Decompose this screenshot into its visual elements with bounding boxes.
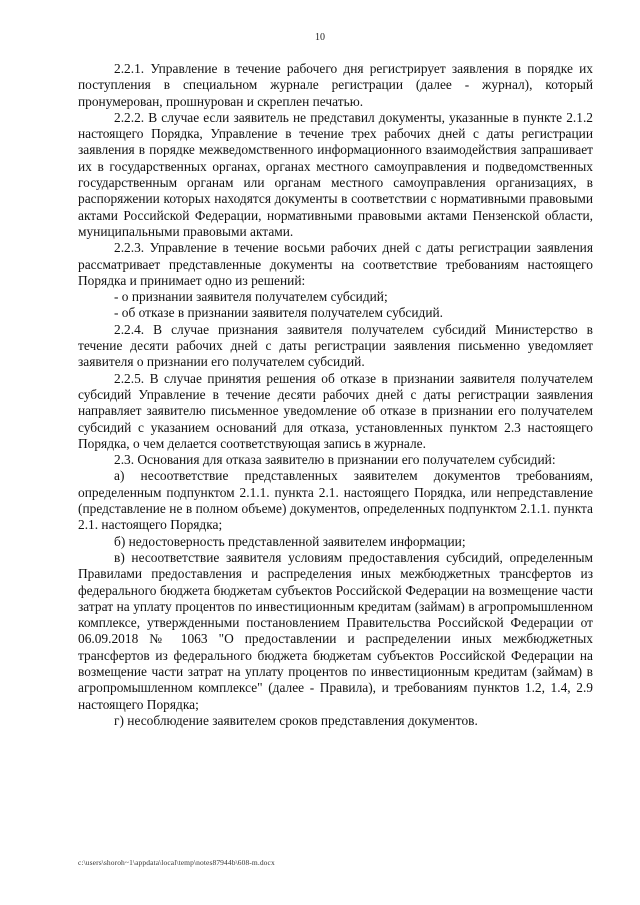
paragraph-2-2-2: 2.2.2. В случае если заявитель не представил документы, указанные в пункте 2.1.2 настоящего Порядка, Управление в течение трех рабочих дней с даты регистрации заявления в порядке межведомственного информационного взаимодействия запрашивает их в государственных органах, органах местного самоуправления и подведомственных государственным органам или органам местного самоуправления организациях, в распоряжении которых находятся документы в соответствии с нормативными правовыми актами Российской Федерации, нормативными правовыми актами Пензенской области, муниципальными правовыми актами. bbox=[78, 109, 593, 239]
paragraph-2-2-3: 2.2.3. Управление в течение восьми рабочих дней с даты регистрации заявления рассматривает представленные документы на соответствие требованиям настоящего Порядка и принимает одно из решений: bbox=[78, 240, 593, 288]
list-item-recognize: - о признании заявителя получателем субсидий; bbox=[114, 289, 388, 305]
list-item-a: а) несоответствие представленных заявителем документов требованиям, определенным подпунктом 2.1.1. пункта 2.1. настоящего Порядка, или непредставление (представление не в полном объеме) документов, определенных подпунктом 2.1.1. пункта 2.1. настоящего Порядка; bbox=[78, 468, 593, 533]
list-item-refuse: - об отказе в признании заявителя получателем субсидий. bbox=[114, 305, 444, 321]
document-body bbox=[78, 61, 593, 729]
page-number: 10 bbox=[315, 32, 325, 43]
footer-file-path: c:\users\shoroh~1\appdata\local\temp\notes87944b\608-m.docx bbox=[78, 858, 275, 867]
paragraph-2-2-5: 2.2.5. В случае принятия решения об отказе в признании заявителя получателем субсидий Управление в течение десяти рабочих дней с даты регистрации заявления направляет заявителю письменное уведомление об отказе в признании его получателем субсидий с указанием оснований для отказа, установленных пунктом 2.3 настоящего Порядка, о чем делается соответствующая запись в журнале. bbox=[78, 370, 593, 451]
paragraph-2-2-1: 2.2.1. Управление в течение рабочего дня регистрирует заявления в порядке их поступления в специальном журнале регистрации (далее - журнал), который пронумерован, прошнурован и скреплен печатью. bbox=[78, 61, 593, 109]
list-item-g: г) несоблюдение заявителем сроков представления документов. bbox=[114, 712, 478, 728]
paragraph-2-2-4: 2.2.4. В случае признания заявителя получателем субсидий Министерство в течение десяти рабочих дней с даты регистрации заявления письменно уведомляет заявителя о признании его получателем субсидий. bbox=[78, 321, 593, 370]
list-item-v: в) несоответствие заявителя условиям предоставления субсидий, определенным Правилами предоставления и распределения иных межбюджетных трансфертов из федерального бюджета бюджетам субъектов Российской Федерации на возмещение части затрат на уплату процентов по инвестиционным кредитам (займам) в агропромышленном комплексе, утвержденными постановлением Правительства Российской Федерации от 06.09.2018 № 1063 "О предоставлении и распределении иных межбюджетных трансфертов из федерального бюджета бюджетам субъектов Российской Федерации на возмещение части затрат на уплату процентов по инвестиционным кредитам (займам) в агропромышленном комплексе" (далее - Правила), и требованиям пунктов 1.2, 1.4, 2.9 настоящего Порядка; bbox=[78, 549, 593, 712]
paragraph-2-3: 2.3. Основания для отказа заявителю в признании его получателем субсидий: bbox=[114, 452, 556, 468]
list-item-b: б) недостоверность представленной заявителем информации; bbox=[114, 533, 466, 549]
